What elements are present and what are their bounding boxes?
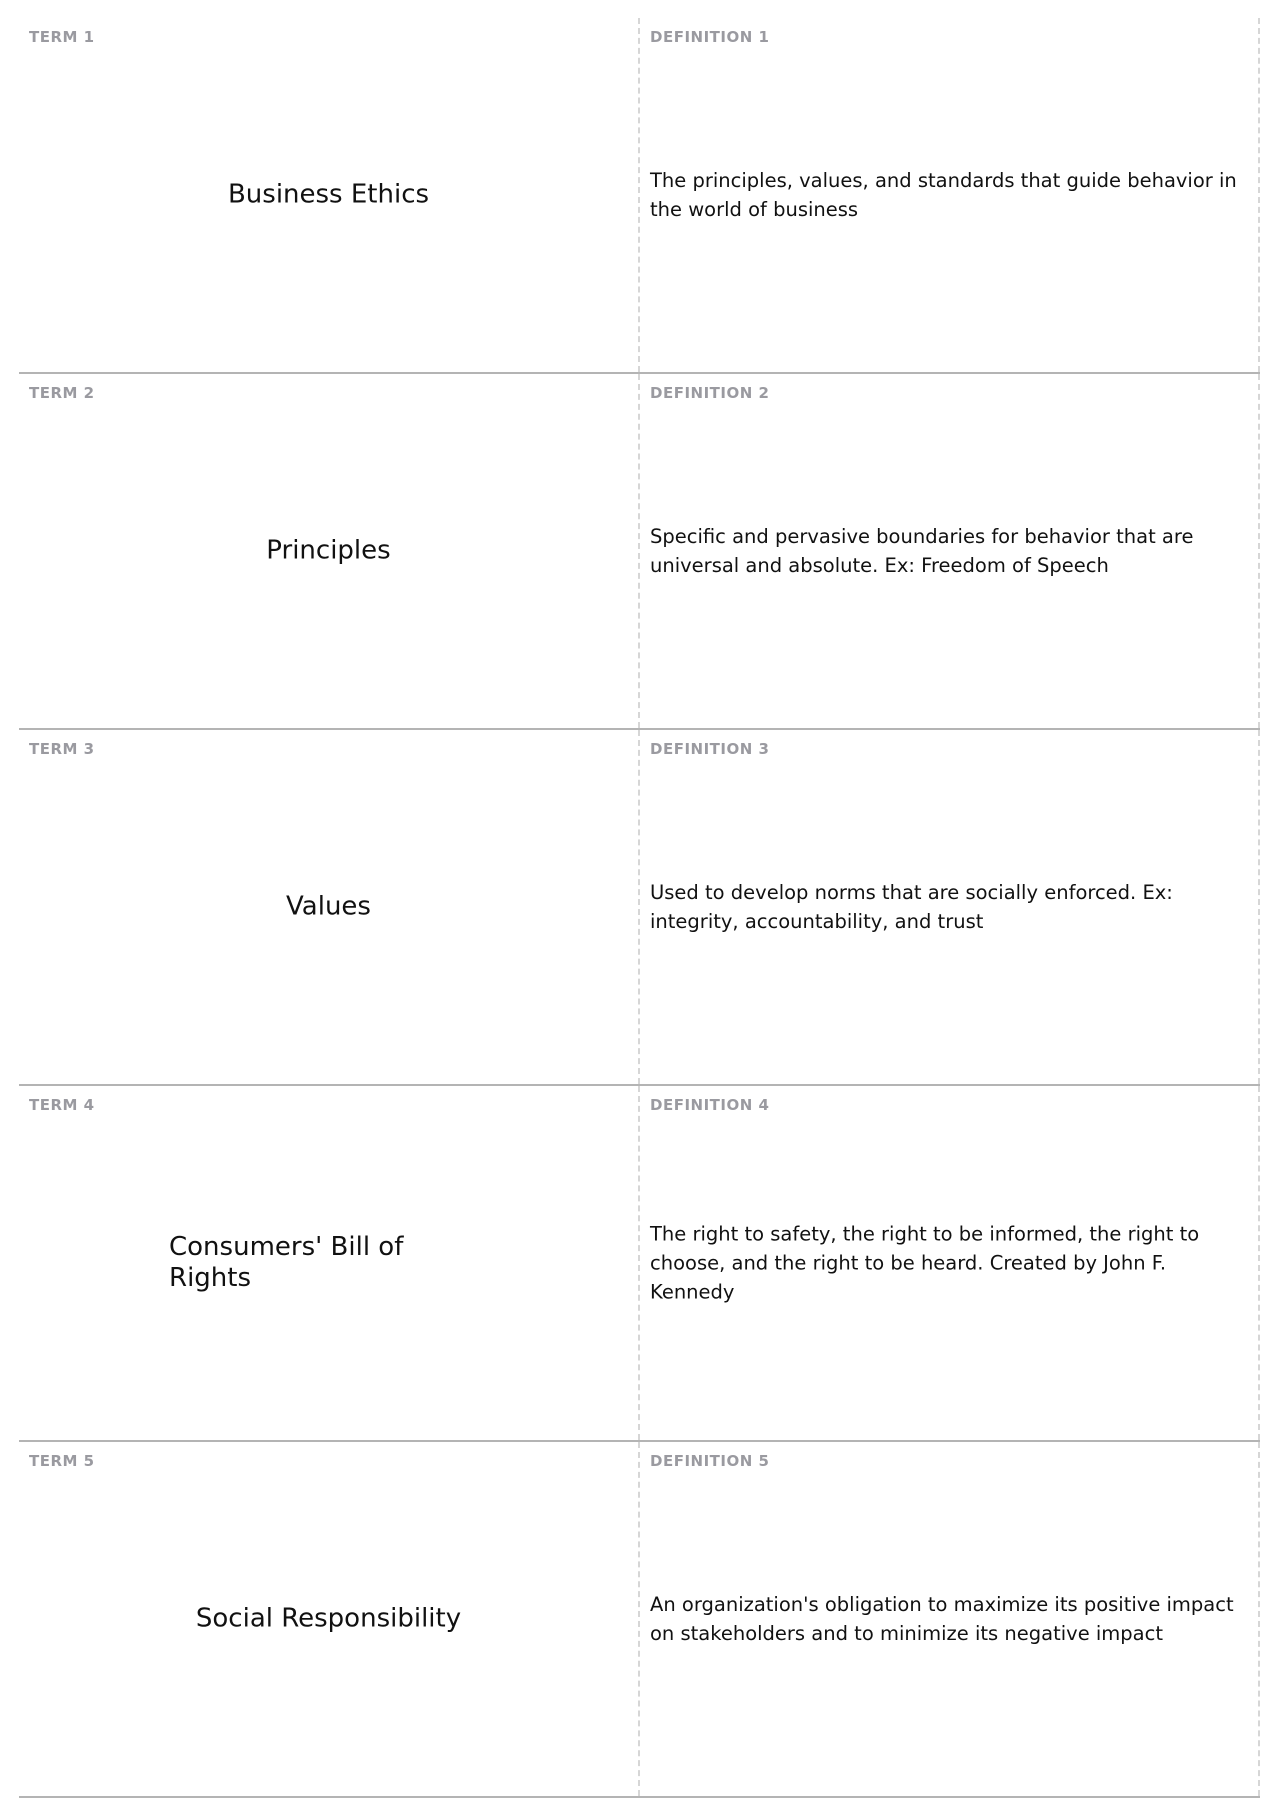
definition-cell — [640, 18, 1260, 372]
term-cell — [19, 374, 640, 728]
flashcard-row — [19, 1442, 1260, 1798]
definition-text: The principles, values, and standards that guide behavior in the world of business — [650, 169, 1237, 221]
definition-label: DEFINITION 2 — [650, 384, 770, 402]
term-label: TERM 5 — [29, 1452, 95, 1470]
term-text: Consumers' Bill of Rights — [169, 1232, 404, 1293]
definition-cell — [640, 1442, 1260, 1796]
definition-cell — [640, 730, 1260, 1084]
term-text: Values — [286, 891, 371, 922]
flashcard-row — [19, 374, 1260, 730]
flashcard-row — [19, 18, 1260, 374]
term-label: TERM 2 — [29, 384, 95, 402]
term-cell — [19, 1442, 640, 1796]
definition-text: An organization's obligation to maximize its positive impact on stakeholders and to minimize its negative impact — [650, 1593, 1234, 1645]
flashcard-row — [19, 1086, 1260, 1442]
term-text: Social Responsibility — [195, 1603, 462, 1634]
definition-cell — [640, 374, 1260, 728]
term-text: Principles — [266, 535, 391, 566]
term-cell — [19, 730, 640, 1084]
definition-label: DEFINITION 3 — [650, 740, 770, 758]
definition-text: Specific and pervasive boundaries for behavior that are universal and absolute. Ex: Freedom of Speech — [650, 525, 1194, 577]
flashcard-sheet — [19, 18, 1260, 1798]
term-text: Business Ethics — [227, 179, 430, 210]
term-label: TERM 3 — [29, 740, 95, 758]
term-cell — [19, 18, 640, 372]
term-label: TERM 4 — [29, 1096, 95, 1114]
term-label: TERM 1 — [29, 28, 95, 46]
definition-label: DEFINITION 1 — [650, 28, 770, 46]
term-cell — [19, 1086, 640, 1440]
definition-label: DEFINITION 4 — [650, 1096, 770, 1114]
flashcard-row — [19, 730, 1260, 1086]
definition-text: Used to develop norms that are socially enforced. Ex: integrity, accountability, and trust — [650, 881, 1173, 933]
definition-cell — [640, 1086, 1260, 1440]
definition-label: DEFINITION 5 — [650, 1452, 770, 1470]
definition-text: The right to safety, the right to be informed, the right to choose, and the right to be heard. Created by John F. Kennedy — [650, 1222, 1200, 1304]
